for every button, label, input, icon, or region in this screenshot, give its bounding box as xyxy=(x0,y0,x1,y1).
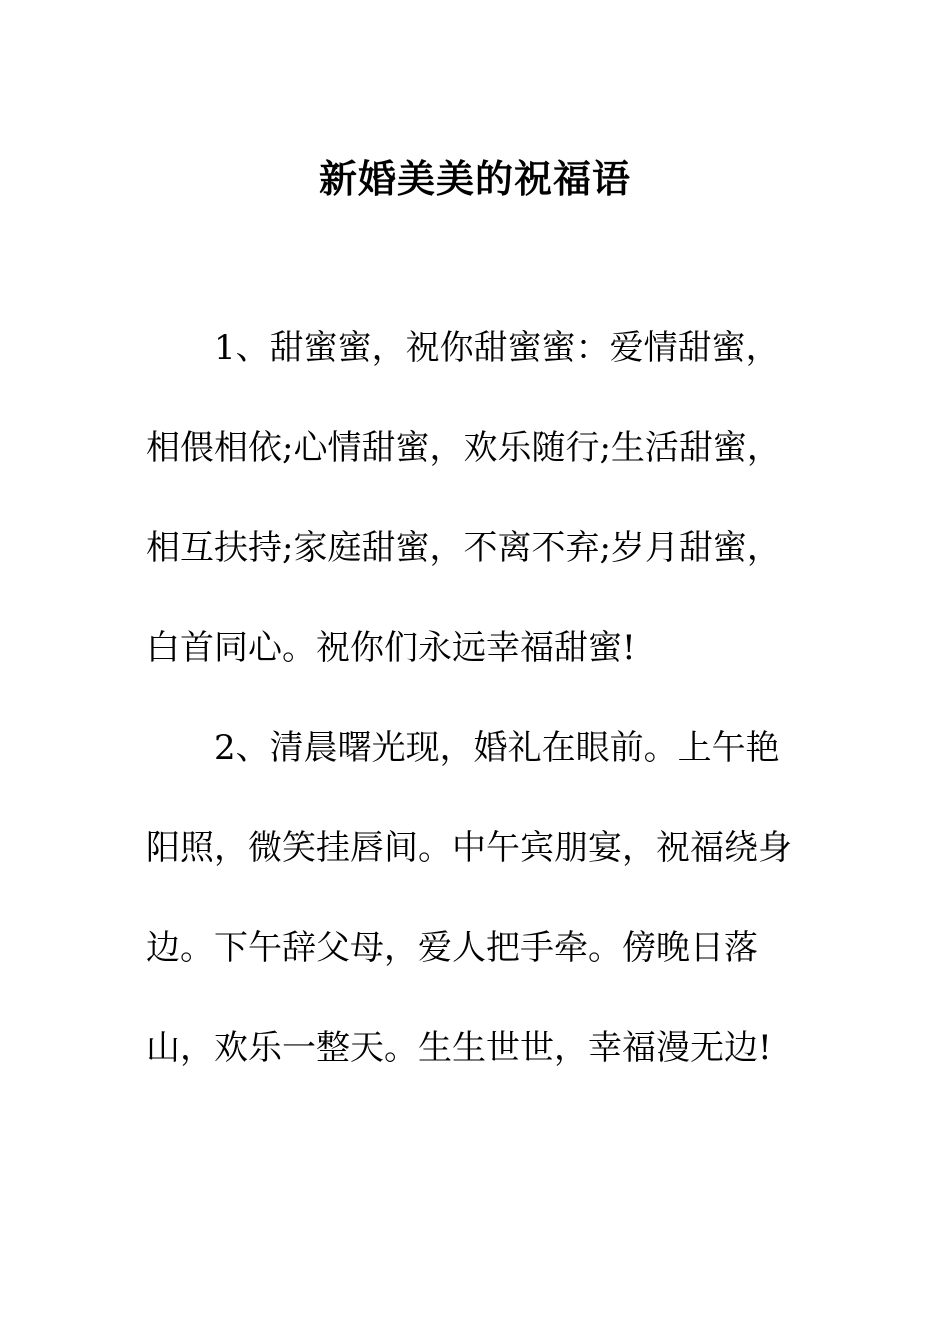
paragraph-1: 1、甜蜜蜜，祝你甜蜜蜜：爱情甜蜜，相偎相依;心情甜蜜，欢乐随行;生活甜蜜，相互扶持;家庭甜蜜，不离不弃;岁月甜蜜，白首同心。祝你们永远幸福甜蜜! xyxy=(146,328,781,668)
paragraph-2: 2、清晨曙光现，婚礼在眼前。上午艳阳照，微笑挂唇间。中午宾朋宴，祝福绕身边。下午辞父母，爱人把手牵。傍晚日落山，欢乐一整天。生生世世，幸福漫无边! xyxy=(146,728,792,1068)
document-body xyxy=(146,298,810,1098)
document-title: 新婚美美的祝福语 xyxy=(318,156,631,202)
